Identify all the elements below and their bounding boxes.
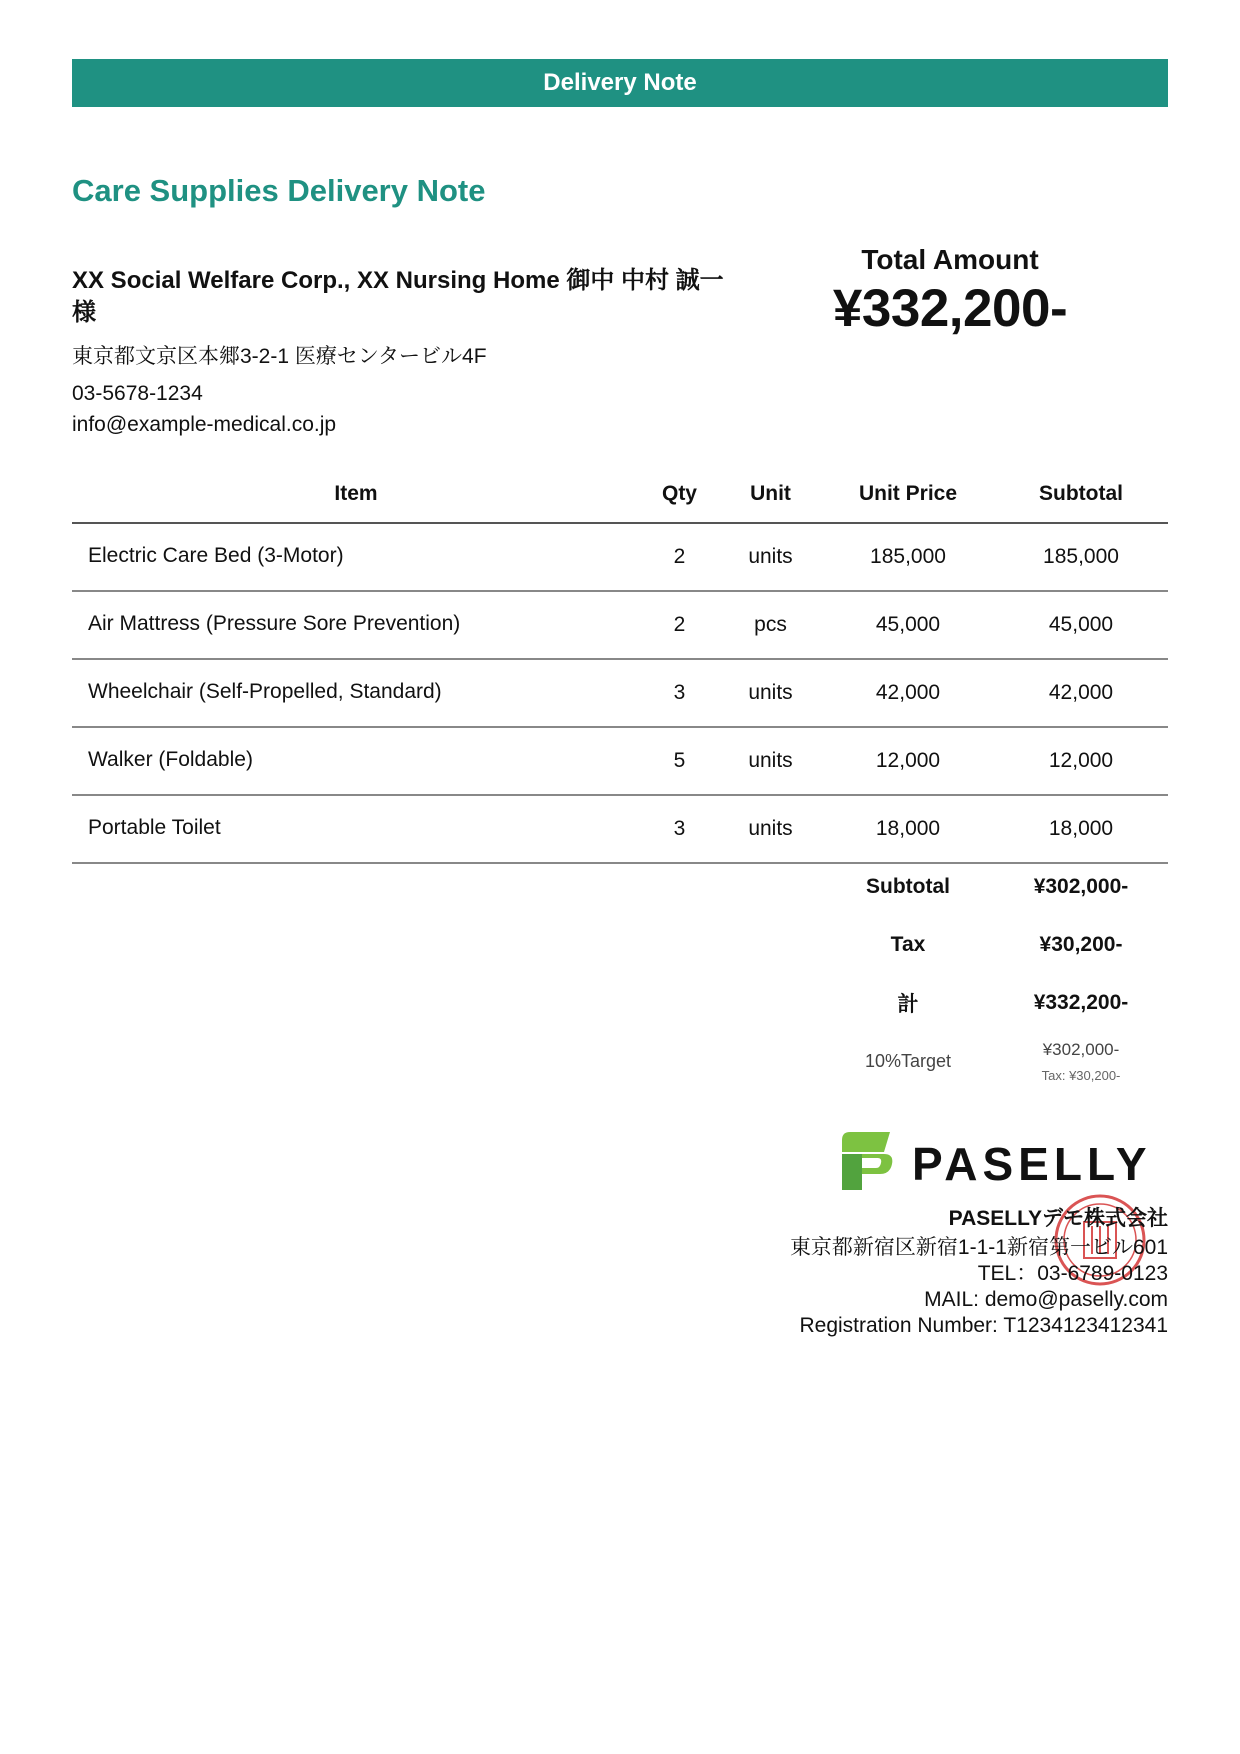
item-unit: units xyxy=(719,727,822,795)
items-table xyxy=(72,466,1168,864)
item-unit-price: 18,000 xyxy=(822,795,994,863)
tax-rate-values xyxy=(994,1040,1168,1083)
summary-block xyxy=(822,858,1168,1090)
total-amount-value: ¥332,200- xyxy=(832,279,1068,338)
item-name: Walker (Foldable) xyxy=(72,727,640,795)
item-name: Electric Care Bed (3-Motor) xyxy=(72,523,640,591)
item-subtotal: 185,000 xyxy=(994,523,1168,591)
company-tel: TEL：03-6789-0123 xyxy=(977,1262,1168,1285)
company-logo xyxy=(838,1130,1168,1192)
company-block xyxy=(700,1203,1168,1339)
summary-subtotal-row xyxy=(822,858,1168,916)
client-address: 東京都文京区本郷3-2-1 医療センタービル4F xyxy=(72,345,487,368)
document-title: Care Supplies Delivery Note xyxy=(72,173,486,208)
item-name: Portable Toilet xyxy=(72,795,640,863)
client-email: info@example-medical.co.jp xyxy=(72,413,337,436)
item-subtotal: 18,000 xyxy=(994,795,1168,863)
summary-subtotal-value: ¥302,000- xyxy=(1033,875,1129,898)
company-mail: MAIL: demo@paselly.com xyxy=(924,1288,1168,1311)
item-unit: pcs xyxy=(719,591,822,659)
table-row xyxy=(72,727,1168,795)
document-banner: Delivery Note xyxy=(72,59,1168,107)
table-row xyxy=(72,659,1168,727)
summary-total-label: 計 xyxy=(897,993,919,1016)
table-header-row xyxy=(72,466,1168,523)
header-item: Item xyxy=(72,466,640,523)
total-amount-label: Total Amount xyxy=(861,244,1039,275)
table-row xyxy=(72,795,1168,863)
summary-subtotal-label: Subtotal xyxy=(866,875,950,898)
table-row xyxy=(72,591,1168,659)
company-name: PASELLYデモ株式会社 xyxy=(948,1207,1168,1230)
client-block xyxy=(72,265,732,440)
client-tel: 03-5678-1234 xyxy=(72,382,203,405)
item-name: Wheelchair (Self-Propelled, Standard) xyxy=(72,659,640,727)
logo-wordmark: PASELLY xyxy=(912,1138,1152,1190)
item-subtotal: 42,000 xyxy=(994,659,1168,727)
summary-tax-rate-row xyxy=(822,1032,1168,1090)
header-unit-price: Unit Price xyxy=(822,466,994,523)
paselly-logo-mark-icon xyxy=(842,1132,892,1190)
header-unit: Unit xyxy=(719,466,822,523)
item-unit: units xyxy=(719,795,822,863)
item-name: Air Mattress (Pressure Sore Prevention) xyxy=(72,591,640,659)
item-unit-price: 45,000 xyxy=(822,591,994,659)
summary-tax-value: ¥30,200- xyxy=(1039,933,1123,956)
item-qty: 5 xyxy=(640,727,719,795)
item-unit: units xyxy=(719,659,822,727)
header-qty: Qty xyxy=(640,466,719,523)
item-unit-price: 185,000 xyxy=(822,523,994,591)
item-unit: units xyxy=(719,523,822,591)
item-subtotal: 12,000 xyxy=(994,727,1168,795)
summary-tax-label: Tax xyxy=(890,933,926,956)
company-address: 東京都新宿区新宿1-1-1新宿第一ビル601 xyxy=(789,1236,1168,1259)
tax-rate-amount: Tax: ¥30,200- xyxy=(1041,1067,1121,1083)
table-row xyxy=(72,523,1168,591)
tax-rate-label: 10%Target xyxy=(864,1050,952,1071)
item-subtotal: 45,000 xyxy=(994,591,1168,659)
item-qty: 3 xyxy=(640,659,719,727)
item-unit-price: 42,000 xyxy=(822,659,994,727)
company-registration: Registration Number: T1234123412341 xyxy=(799,1314,1168,1337)
summary-total-value: ¥332,200- xyxy=(1033,991,1129,1014)
tax-rate-base: ¥302,000- xyxy=(1042,1039,1120,1059)
summary-total-row xyxy=(822,974,1168,1032)
item-qty: 2 xyxy=(640,523,719,591)
client-name: XX Social Welfare Corp., XX Nursing Home 御中 中村 誠一 様 xyxy=(72,267,724,326)
item-qty: 3 xyxy=(640,795,719,863)
summary-tax-row xyxy=(822,916,1168,974)
item-unit-price: 12,000 xyxy=(822,727,994,795)
total-amount-box xyxy=(760,244,1140,339)
header-subtotal: Subtotal xyxy=(994,466,1168,523)
item-qty: 2 xyxy=(640,591,719,659)
